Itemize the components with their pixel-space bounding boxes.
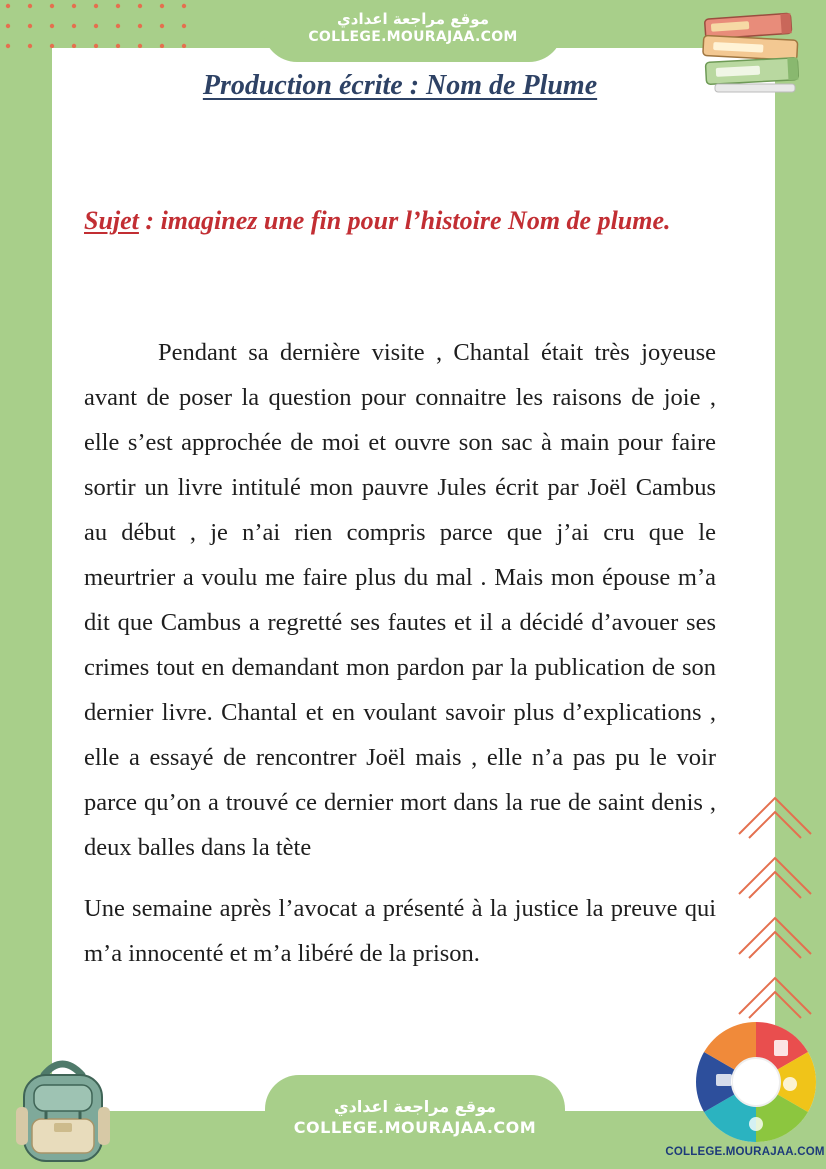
document-title: Production écrite : Nom de Plume — [202, 70, 598, 101]
subject-text: : imaginez une fin pour l’histoire Nom de plume. — [138, 206, 671, 235]
footer-site-arabic: موقع مراجعة اعدادي — [333, 1097, 497, 1116]
paragraph-2: Une semaine après l’avocat a présenté à la justice la preuve qui m’a innocenté et m’a libéré de la prison. — [84, 895, 716, 967]
chevron-up-icon — [735, 790, 815, 1030]
footer-site-url: COLLEGE.MOURAJAA.COM — [293, 1118, 537, 1137]
subject-line — [84, 206, 671, 236]
footer-site-tab — [265, 1075, 565, 1169]
header-site-tab — [263, 0, 563, 62]
school-subjects-logo-icon — [694, 1020, 818, 1144]
backpack-icon — [10, 1055, 115, 1167]
subject-label: Sujet — [84, 206, 139, 235]
paragraph-1: Pendant sa dernière visite , Chantal était très joyeuse avant de poser la question pour connaitre les raisons de joie , elle s’est approchée de moi et ouvre son sac à main pour faire sortir un livre intitulé mon pauvre Jules écrit par Joël Cambus au début , je n’ai rien compris parce que j’ai cru que le meurtrier a voulu me faire plus du mal . Mais mon épouse m’a dit que Cambus a regretté ses fautes et il a décidé d’avouer ses crimes tout en demandant mon pardon par la publication de son dernier livre. Chantal et en voulant savoir plus d’explications , elle a essayé de rencontrer Joël mais , elle n’a pas pu le voir parce qu’on a trouvé ce dernier mort dans la rue de saint denis , deux balles dans la tète — [84, 339, 716, 861]
header-site-url: COLLEGE.MOURAJAA.COM — [308, 29, 518, 45]
header-site-arabic: موقع مراجعة اعدادي — [337, 10, 489, 28]
logo-site-url: COLLEGE.MOURAJAA.COM — [665, 1146, 825, 1158]
